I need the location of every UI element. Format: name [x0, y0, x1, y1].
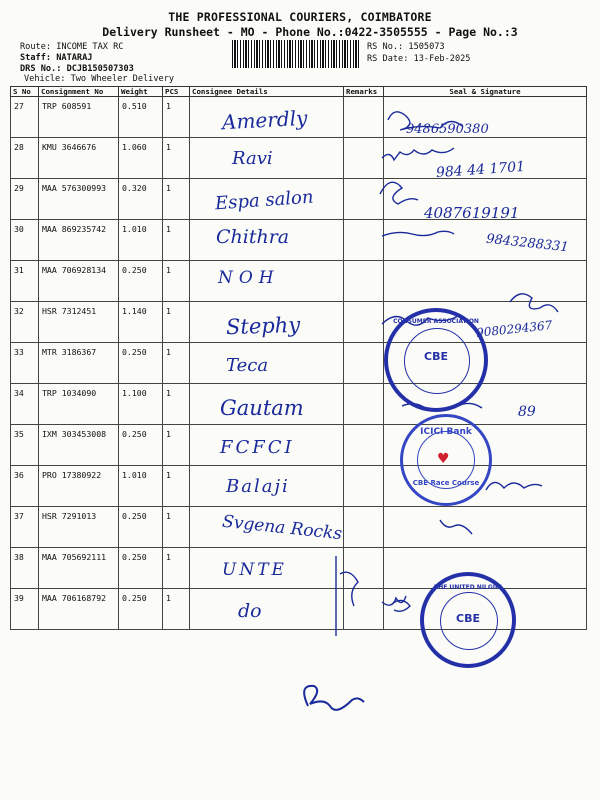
cell-pcs: 1: [163, 548, 190, 589]
handwritten-name: NOH: [218, 268, 280, 288]
cell-pcs: 1: [163, 507, 190, 548]
handwritten-name: Balaji: [226, 476, 290, 497]
signature-stroke: [486, 482, 542, 490]
cell-sno: 37: [11, 507, 39, 548]
col-consignee: Consignee Details: [190, 87, 344, 97]
cell-sno: 39: [11, 589, 39, 630]
supervisor-signature: [290, 676, 370, 726]
cell-sno: 30: [11, 220, 39, 261]
handwritten-phone: 9486590380: [406, 122, 489, 137]
staff-label: Staff: NATARAJ: [20, 53, 93, 63]
cell-pcs: 1: [163, 466, 190, 507]
cell-consignment: MAA 576300993: [39, 179, 119, 220]
col-weight: Weight: [119, 87, 163, 97]
signature-stroke: [382, 231, 454, 236]
cell-consignment: HSR 7291013: [39, 507, 119, 548]
cell-weight: 0.320: [119, 179, 163, 220]
rs-date: RS Date: 13-Feb-2025: [367, 54, 471, 64]
runsheet-subtitle: Delivery Runsheet - MO - Phone No.:0422-3505555 - Page No.:3: [102, 25, 518, 39]
handwritten-name: Gautam: [220, 396, 304, 420]
cell-consignment: KMU 3646676: [39, 138, 119, 179]
cell-consignment: IXM 303453008: [39, 425, 119, 466]
cell-sno: 31: [11, 261, 39, 302]
cell-pcs: 1: [163, 302, 190, 343]
cell-consignment: MTR 3186367: [39, 343, 119, 384]
cell-consignment: MAA 869235742: [39, 220, 119, 261]
cell-sno: 36: [11, 466, 39, 507]
cell-consignment: HSR 7312451: [39, 302, 119, 343]
col-seal: Seal & Signature: [384, 87, 587, 97]
cell-pcs: 1: [163, 179, 190, 220]
cell-weight: 1.140: [119, 302, 163, 343]
col-sno: S No: [11, 87, 39, 97]
cell-pcs: 1: [163, 220, 190, 261]
cell-pcs: 1: [163, 138, 190, 179]
handwritten-name: do: [238, 600, 262, 622]
cell-pcs: 1: [163, 97, 190, 138]
handwritten-name: Svgena Rocks: [221, 511, 343, 545]
cell-weight: 1.010: [119, 466, 163, 507]
cell-sno: 28: [11, 138, 39, 179]
cell-consignment: MAA 705692111: [39, 548, 119, 589]
cell-sno: 27: [11, 97, 39, 138]
cell-sno: 38: [11, 548, 39, 589]
signature-stroke: [388, 112, 462, 130]
cell-consignment: PRO 17380922: [39, 466, 119, 507]
col-consignment: Consignment No: [39, 87, 119, 97]
cell-sno: 29: [11, 179, 39, 220]
handwritten-name: Teca: [226, 355, 269, 376]
united-nilgiri-stamp: [420, 572, 516, 668]
route-label: Route: INCOME TAX RC: [20, 42, 124, 52]
stamp-text: ICICI Bank: [420, 427, 472, 437]
cell-consignment: MAA 706928134: [39, 261, 119, 302]
signature-stroke: [380, 182, 418, 204]
handwritten-name: Stephy: [225, 312, 301, 340]
cell-weight: 0.250: [119, 425, 163, 466]
col-remarks: Remarks: [344, 87, 384, 97]
signature-stroke: [340, 572, 358, 606]
cell-pcs: 1: [163, 425, 190, 466]
stamp-city: CBE: [456, 612, 480, 625]
handwritten-name: Amerdly: [221, 105, 308, 135]
company-title: THE PROFESSIONAL COURIERS, COIMBATORE: [168, 10, 432, 24]
cell-consignment: TRP 608591: [39, 97, 119, 138]
stamp-city: CBE: [424, 350, 448, 363]
cell-sno: 32: [11, 302, 39, 343]
handwritten-name: Espa salon: [214, 186, 315, 215]
handwritten-phone: 984 44 1701: [435, 158, 526, 182]
cell-weight: 0.250: [119, 261, 163, 302]
cell-weight: 0.250: [119, 548, 163, 589]
cell-consignment: MAA 706168792: [39, 589, 119, 630]
signature-stroke: [382, 148, 454, 160]
handwritten-phone: 9843288331: [485, 231, 570, 256]
handwritten-name: Chithra: [216, 226, 290, 248]
cell-weight: 0.250: [119, 343, 163, 384]
cell-weight: 1.100: [119, 384, 163, 425]
cell-weight: 0.510: [119, 97, 163, 138]
handwritten-phone: 89: [518, 404, 536, 420]
cell-consignment: TRP 1034090: [39, 384, 119, 425]
cell-weight: 1.010: [119, 220, 163, 261]
rs-number: RS No.: 1505073: [367, 42, 445, 52]
vehicle-label: Vehicle: Two Wheeler Delivery: [24, 74, 175, 84]
stamp-text: CONSUMER ASSOCIATION: [393, 318, 479, 325]
handwritten-phone: 4087619191: [424, 204, 520, 222]
cell-weight: 0.250: [119, 507, 163, 548]
heart-icon: ♥: [437, 451, 450, 467]
handwritten-name: FCFCI: [220, 437, 295, 458]
handwritten-phone: 9080294367: [475, 318, 553, 340]
cell-sno: 33: [11, 343, 39, 384]
cell-sno: 35: [11, 425, 39, 466]
signature-stroke: [440, 520, 472, 534]
drs-number: DRS No.: DCJB150507303: [20, 64, 134, 74]
cell-pcs: 1: [163, 261, 190, 302]
cell-pcs: 1: [163, 384, 190, 425]
cell-weight: 1.060: [119, 138, 163, 179]
consumer-association-stamp: [384, 308, 488, 412]
cell-weight: 0.250: [119, 589, 163, 630]
stamp-branch: CBE Race Course: [412, 479, 480, 487]
icici-bank-stamp: [400, 414, 492, 506]
cell-pcs: 1: [163, 589, 190, 630]
cell-pcs: 1: [163, 343, 190, 384]
barcode: [232, 40, 360, 68]
signature-stroke: [510, 294, 558, 312]
handwritten-name: Ravi: [232, 148, 273, 169]
col-pcs: PCS: [163, 87, 190, 97]
table-header-row: [11, 87, 587, 97]
cell-sno: 34: [11, 384, 39, 425]
handwritten-name: UNTE: [222, 560, 287, 580]
stamp-text: THE UNITED NILGIRI: [434, 584, 502, 591]
